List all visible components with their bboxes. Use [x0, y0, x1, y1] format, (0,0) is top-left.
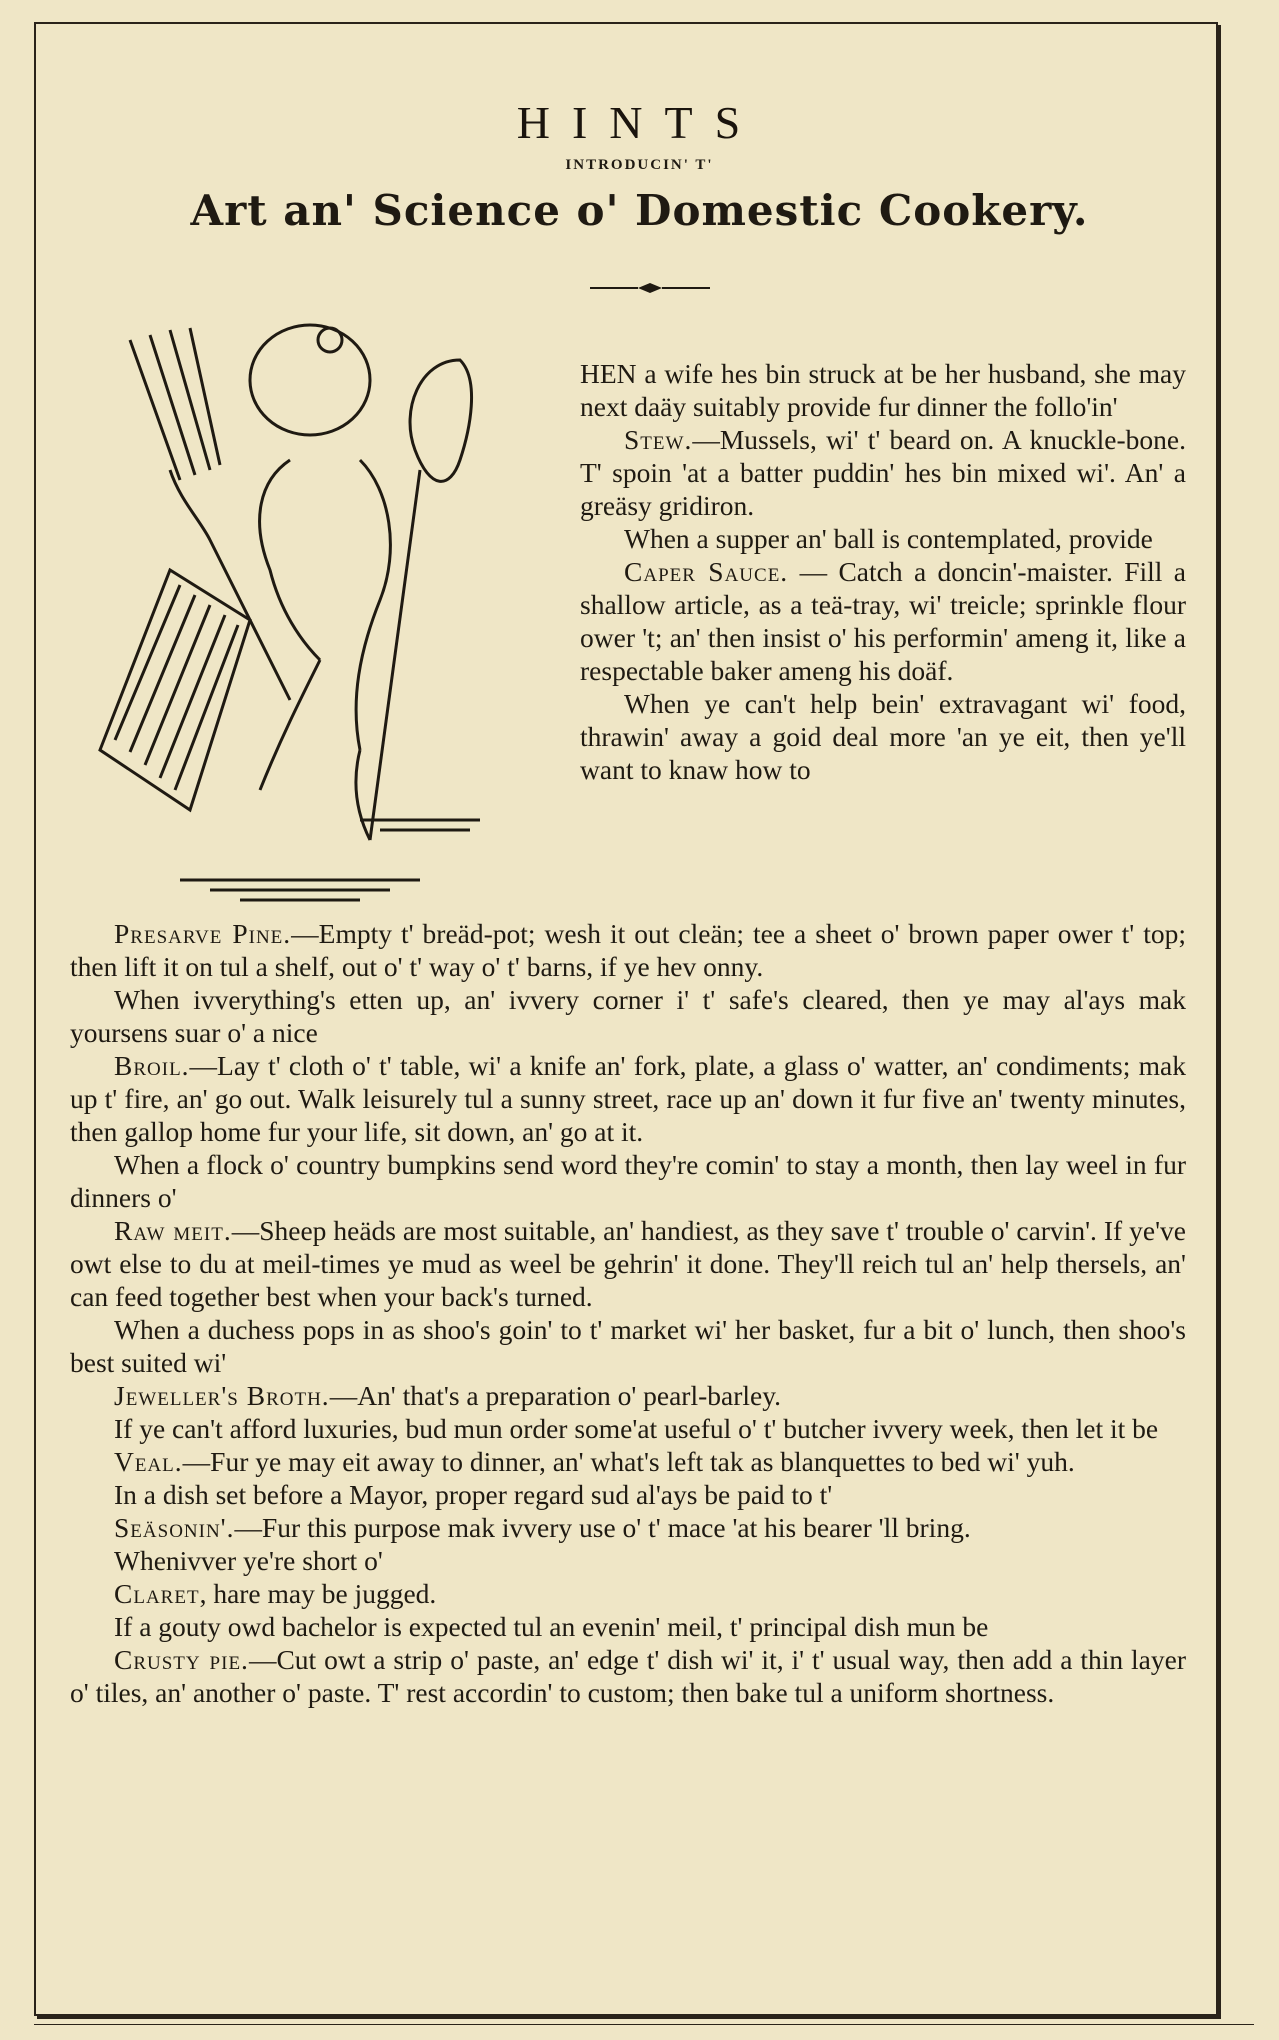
- paragraph: [70, 1379, 1186, 1412]
- paragraph-text: —Empty t' breäd-pot; wesh it out cleän; tee a sheet o' brown paper ower t' top; then lift it on tul a shelf, out o' t' way o' t' barns, if ye hev onny.: [70, 918, 1187, 982]
- subtitle-intro: INTRODUCIN' T': [565, 157, 714, 173]
- paragraph-text: When a flock o' country bumpkins send word they're comin' to stay a month, then lay weel in fur dinners o': [70, 1149, 1186, 1213]
- paragraph: [580, 357, 1186, 423]
- paragraph-text: —Fur this purpose mak ivvery use o' t' mace 'at his bearer 'll bring.: [234, 1512, 971, 1543]
- paragraph-text: HEN a wife hes bin struck at be her husband, she may next daäy suitably provide fur dinner the follo'in': [580, 358, 1186, 422]
- paragraph-text: When a duchess pops in as shoo's goin' to t' market wi' her basket, fur a bit o' lunch, then shoo's best suited wi': [70, 1314, 1186, 1378]
- paragraph-text: —Lay t' cloth o' t' table, wi' a knife an' fork, plate, a glass o' watter, an' condiments; mak up t' fire, an' go out. Walk leisurely tul a sunny street, race up an' down it fur five an' twenty minutes, then gallop home fur your life, sit down, an' go at it.: [70, 1050, 1186, 1147]
- paragraph-text: If ye can't afford luxuries, bud mun order some'at useful o' t' butcher ivvery week, then let it be: [114, 1413, 1159, 1444]
- paragraph: [70, 1511, 1186, 1544]
- paragraph: [70, 1544, 1186, 1577]
- paragraph-text: When ivverything's etten up, an' ivvery corner i' t' safe's cleared, then ye may al'ays mak yoursens suar o' a nice: [70, 984, 1186, 1048]
- cook-illustration: [60, 320, 580, 920]
- recipe-name: Broil.: [114, 1050, 190, 1081]
- paragraph: [70, 1049, 1186, 1148]
- recipe-name: Jeweller's Broth.: [114, 1380, 330, 1411]
- paragraph: [70, 983, 1186, 1049]
- paragraph: [70, 1577, 1186, 1610]
- recipe-name: Claret: [114, 1578, 200, 1609]
- recipe-name: Presarve Pine.: [114, 918, 292, 949]
- bottom-rule: [34, 2024, 1254, 2025]
- narrow-column-text: [580, 357, 1186, 786]
- subtitle-main: Art an' Science o' Domestic Cookery.: [190, 186, 1089, 235]
- paragraph: [70, 1478, 1186, 1511]
- paragraph: [580, 687, 1186, 786]
- paragraph: [580, 423, 1186, 522]
- recipe-name: Caper Sauce.: [624, 556, 789, 587]
- paragraph-text: — Catch a doncin'-maister. Fill a shallow article, as a teä-tray, wi' treicle; sprinkle flour ower 't; an' then insist o' his performin' ameng it, like a respectable baker ameng his doäf.: [580, 556, 1186, 686]
- paragraph: [70, 1445, 1186, 1478]
- paragraph: [70, 1610, 1186, 1643]
- paragraph: [70, 1412, 1186, 1445]
- paragraph-text: —Mussels, wi' t' beard on. A knuckle-bone. T' spoin 'at a batter puddin' hes bin mixed wi'. An' a greäsy gridiron.: [580, 424, 1186, 521]
- paragraph-text: —Cut owt a strip o' paste, an' edge t' dish wi' it, i' t' usual way, then add a thin layer o' tiles, an' another o' paste. T' rest accordin' to custom; then bake tul a uniform shortness.: [70, 1644, 1186, 1708]
- paragraph-text: In a dish set before a Mayor, proper regard sud al'ays be paid to t': [114, 1479, 833, 1510]
- paragraph: [580, 522, 1186, 555]
- paragraph: [70, 1148, 1186, 1214]
- paragraph-text: —Fur ye may eit away to dinner, an' what's left tak as blanquettes to bed wi' yuh.: [182, 1446, 1075, 1477]
- recipe-name: Stew.: [624, 424, 693, 455]
- paragraph: [70, 917, 1186, 983]
- wide-column-text: [70, 917, 1186, 1709]
- paragraph-text: If a gouty owd bachelor is expected tul an evenin' meil, t' principal dish mun be: [114, 1611, 989, 1642]
- paragraph-text: When ye can't help bein' extravagant wi' food, thrawin' away a goid deal more 'an ye eit, then ye'll want to knaw how to: [580, 688, 1186, 785]
- paragraph-text: , hare may be jugged.: [199, 1578, 437, 1609]
- paragraph-text: Whenivver ye're short o': [114, 1545, 383, 1576]
- recipe-name: Veal.: [114, 1446, 183, 1477]
- paragraph: [580, 555, 1186, 687]
- recipe-name: Seäsonin'.: [114, 1512, 235, 1543]
- paragraph-text: When a supper an' ball is contemplated, provide: [624, 523, 1153, 554]
- paragraph: [70, 1313, 1186, 1379]
- paragraph: [70, 1214, 1186, 1313]
- recipe-name: Crusty pie.: [114, 1644, 249, 1675]
- paragraph-text: —Sheep heäds are most suitable, an' handiest, as they save t' trouble o' carvin'. If ye've owt else to du at meil-times ye mud as weel be gehrin' it done. They'll reich tul an' help thersels, an' can feed together best when your back's turned.: [70, 1215, 1186, 1312]
- recipe-name: Raw meit.: [114, 1215, 232, 1246]
- paragraph-text: —An' that's a preparation o' pearl-barley.: [329, 1380, 782, 1411]
- ornament-divider: [590, 282, 710, 294]
- page-title: HINTS: [516, 97, 763, 148]
- paragraph: [70, 1643, 1186, 1709]
